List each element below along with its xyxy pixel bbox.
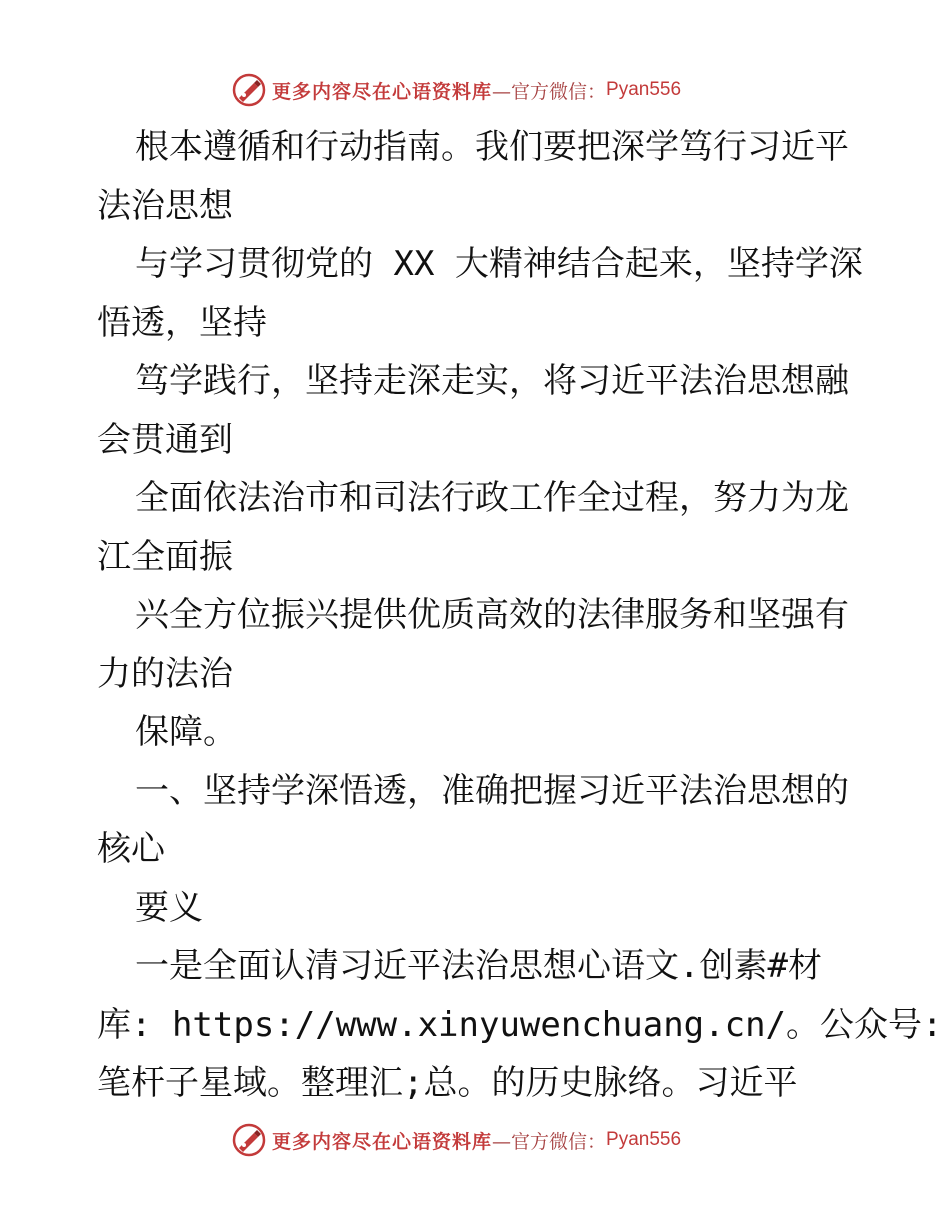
banner-text: 更多内容尽在心语资料库: [272, 1130, 493, 1153]
text-line: 要义: [135, 887, 203, 928]
text-line: 保障。: [135, 712, 237, 752]
document-body: [97, 118, 943, 1113]
text-line: 会贯通到: [97, 419, 233, 460]
banner-text: 更多内容尽在心语资料库: [272, 80, 493, 103]
banner-separator: —官方微信：: [492, 1130, 607, 1153]
text-line: 力的法治: [97, 653, 233, 694]
pen-logo-icon: [232, 1123, 266, 1157]
text-line: 兴全方位振兴提供优质高效的法律服务和坚强有: [135, 595, 849, 635]
text-line: 全面依法治市和司法行政工作全过程，努力为龙: [135, 478, 849, 518]
banner-separator: —官方微信：: [492, 80, 607, 103]
text-line: 笃学践行，坚持走深走实，将习近平法治思想融: [135, 361, 849, 401]
text-line: 根本遵循和行动指南。我们要把深学笃行习近平: [135, 127, 849, 167]
banner-handle: Pyan556: [606, 1129, 682, 1150]
text-line: 一是全面认清习近平法治思想心语文.创素#材: [135, 946, 822, 986]
pen-logo-icon: [232, 73, 266, 107]
text-line: 核心: [97, 829, 165, 869]
banner-handle: Pyan556: [606, 79, 682, 100]
text-line: 江全面振: [97, 536, 233, 577]
text-line: 一、坚持学深悟透，准确把握习近平法治思想的: [135, 770, 849, 811]
text-line: 与学习贯彻党的 XX 大精神结合起来，坚持学深: [135, 244, 863, 284]
text-line: 库: https://www.xinyuwenchuang.cn/。公众号:: [97, 1004, 943, 1045]
text-line: 笔杆子星域。整理汇;总。的历史脉络。习近平: [97, 1063, 798, 1103]
text-line: 悟透，坚持: [97, 302, 267, 343]
header-watermark-banner: [232, 70, 681, 110]
footer-watermark-banner: [232, 1120, 681, 1160]
text-line: 法治思想: [97, 185, 233, 226]
